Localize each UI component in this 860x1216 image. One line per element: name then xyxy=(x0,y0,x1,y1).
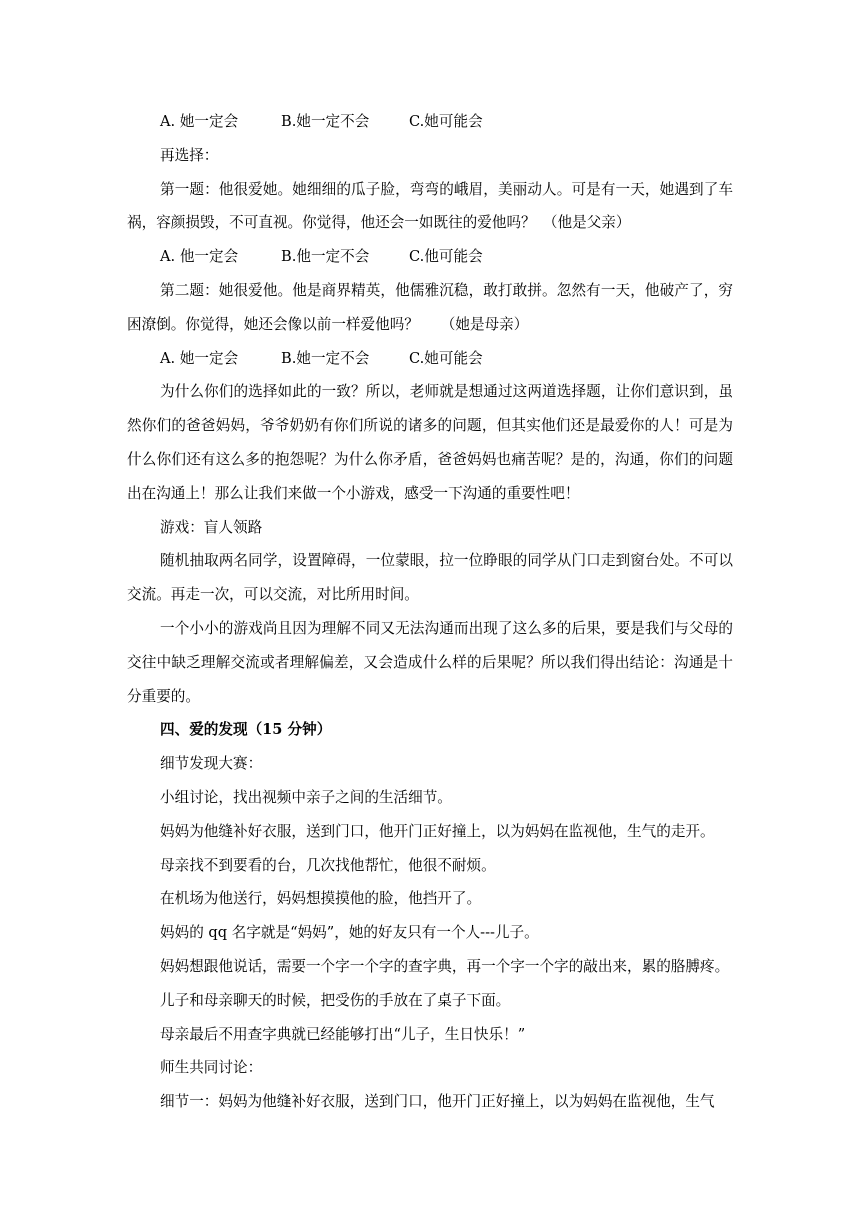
option-c: C.他可能会 xyxy=(409,248,483,266)
option-c: C.她可能会 xyxy=(409,349,483,367)
detail-one-discussion: 细节一：妈妈为他缝补好衣服，送到门口，他开门正好撞上，以为妈妈在监视他，生气 xyxy=(160,1093,715,1111)
option-b: B.她一定不会 xyxy=(281,113,370,130)
game-description: 随机抽取两名同学，设置障碍，一位蒙眼，拉一位睁眼的同学从门口走到窗台处。不可以交流。再走一次，可以交流，对比所用时间。 xyxy=(127,552,733,604)
paragraph-why-same-choice: 为什么你们的选择如此的一致？所以，老师就是想通过这两道选择题，让你们意识到，虽然你们的爸爸妈妈，爷爷奶奶有你们所说的诸多的问题，但其实他们还是最爱你的人！可是为什么你们还有这么多的抱怨呢？为什么你矛盾，爸爸妈妈也痛苦呢？是的，沟通，你们的问题出在沟通上！那么让我们来做一个小游戏，感受一下沟通的重要性吧！ xyxy=(127,383,733,502)
question-one: 第一题：他很爱她。她细细的瓜子脸，弯弯的峨眉，美丽动人。可是有一天，她遇到了车祸，容颜损毁，不可直视。你觉得，他还会一如既往的爱他吗？ （他是父亲） xyxy=(127,180,733,232)
detail-item: 儿子和母亲聊天的时候，把受伤的手放在了桌子下面。 xyxy=(160,991,511,1009)
contest-label: 细节发现大赛： xyxy=(160,755,263,773)
joint-discussion-label: 师生共同讨论： xyxy=(160,1059,263,1077)
reselect-label: 再选择： xyxy=(160,146,219,164)
detail-item: 母亲找不到要看的台，几次找他帮忙，他很不耐烦。 xyxy=(160,856,496,874)
detail-item: 在机场为他送行，妈妈想摸摸他的脸，他挡开了。 xyxy=(160,890,482,908)
game-title: 游戏：盲人领路 xyxy=(160,518,263,536)
detail-item: 妈妈的 qq 名字就是“妈妈”，她的好友只有一个人---儿子。 xyxy=(160,924,539,942)
document-body xyxy=(127,105,733,1119)
option-a: A. 他一定会 xyxy=(160,248,239,266)
option-b: B.她一定不会 xyxy=(281,349,370,367)
game-conclusion: 一个小小的游戏尚且因为理解不同又无法沟通而出现了这么多的后果，要是我们与父母的交往中缺乏理解交流或者理解偏差，又会造成什么样的后果呢？所以我们得出结论：沟通是十分重要的。 xyxy=(127,619,733,705)
detail-item: 妈妈为他缝补好衣服，送到门口，他开门正好撞上，以为妈妈在监视他，生气的走开。 xyxy=(160,822,715,840)
detail-item: 妈妈想跟他说话，需要一个字一个字的查字典，再一个字一个字的敲出来，累的胳膊疼。 xyxy=(160,957,730,975)
group-discussion: 小组讨论，找出视频中亲子之间的生活细节。 xyxy=(160,788,452,806)
option-b: B.他一定不会 xyxy=(281,248,370,266)
answer-options xyxy=(127,105,733,139)
answer-options xyxy=(127,240,733,274)
section-heading: 四、爱的发现（15 分钟） xyxy=(160,721,332,739)
detail-item: 母亲最后不用查字典就已经能够打出“儿子，生日快乐！” xyxy=(160,1025,526,1043)
option-a: A. 她一定会 xyxy=(160,349,239,367)
answer-options xyxy=(127,342,733,376)
option-a: A. 她一定会 xyxy=(160,113,239,130)
question-two: 第二题：她很爱他。他是商界精英，他儒雅沉稳，敢打敢拼。忽然有一天，他破产了，穷困潦倒。你觉得，她还会像以前一样爱他吗？ （她是母亲） xyxy=(127,281,733,333)
option-c: C.她可能会 xyxy=(409,113,483,130)
